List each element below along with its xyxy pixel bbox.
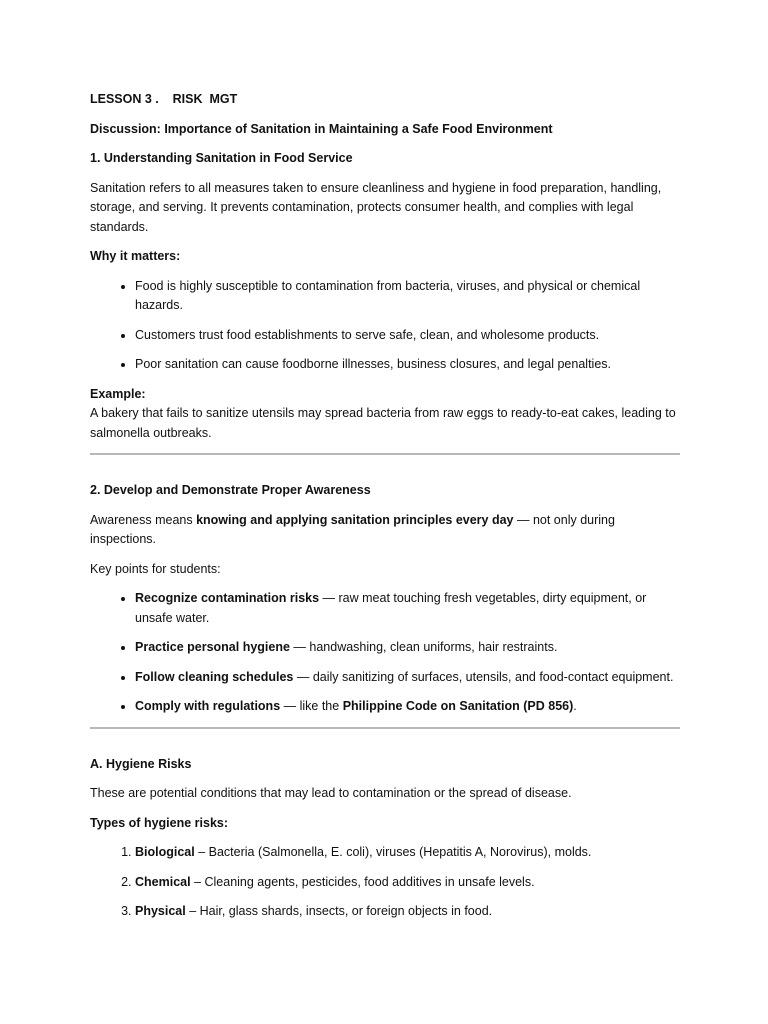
- section2-heading: 2. Develop and Demonstrate Proper Awareness: [90, 483, 371, 497]
- list-item: [135, 589, 680, 628]
- sectionA-heading: A. Hygiene Risks: [90, 756, 192, 771]
- list-item: [135, 697, 680, 717]
- list-item: [135, 668, 680, 688]
- types-label: Types of hygiene risks:: [90, 815, 229, 830]
- point-text: — raw meat touching fresh vegetables, dirty equipment, or unsafe water.: [135, 591, 647, 625]
- example-label: Example:: [90, 386, 146, 401]
- discussion-title: Discussion: Importance of Sanitation in Maintaining a Safe Food Environment: [90, 121, 553, 136]
- awareness-pre: Awareness means: [90, 512, 197, 527]
- point-bold: Recognize contamination risks: [135, 591, 320, 605]
- section1-paragraph: Sanitation refers to all measures taken to ensure cleanliness and hygiene in food preparation, handling, storage, and serving. It prevents contamination, protects consumer health, and complies with legal standards.: [90, 180, 662, 234]
- risk-description: – Hair, glass shards, insects, or foreign objects in food.: [185, 904, 493, 918]
- hygiene-risk-types-list: [90, 843, 680, 922]
- list-item: [135, 873, 680, 893]
- awareness-bold: knowing and applying sanitation principles every day: [196, 512, 514, 527]
- risk-type: Biological: [135, 845, 195, 859]
- list-item: [135, 843, 680, 863]
- list-item: [135, 638, 680, 658]
- point-text: — like the: [280, 699, 343, 713]
- list-item: • Customers trust food establishments to serve safe, clean, and wholesome products.: [135, 326, 680, 346]
- point-end: .: [573, 699, 577, 713]
- why-it-matters-label: Why it matters:: [90, 249, 181, 263]
- why-it-matters-list: [90, 277, 680, 375]
- list-item: • Poor sanitation can cause foodborne illnesses, business closures, and legal penalties.: [135, 355, 680, 375]
- point-bold: Practice personal hygiene: [135, 640, 290, 654]
- risk-type: Chemical: [135, 874, 191, 889]
- awareness-paragraph: [90, 511, 680, 550]
- risk-type: Physical: [135, 904, 186, 918]
- section-divider: [90, 727, 680, 729]
- key-points-list: [90, 589, 680, 717]
- key-points-label: Key points for students:: [90, 561, 221, 576]
- list-item: • Food is highly susceptible to contamination from bacteria, viruses, and physical or chemical hazards.: [135, 277, 680, 316]
- point-text: — handwashing, clean uniforms, hair restraints.: [289, 640, 558, 654]
- section1-heading: 1. Understanding Sanitation in Food Service: [90, 151, 353, 165]
- awareness-post: — not only during inspections.: [90, 512, 615, 546]
- point-bold: Follow cleaning schedules: [135, 669, 294, 684]
- risk-description: – Bacteria (Salmonella, E. coli), viruses (Hepatitis A, Norovirus), molds.: [194, 845, 592, 859]
- lesson-title: LESSON 3 . RISK MGT: [90, 92, 238, 106]
- risk-description: – Cleaning agents, pesticides, food additives in unsafe levels.: [190, 874, 535, 889]
- document-body: [90, 90, 680, 932]
- regulation-name: Philippine Code on Sanitation (PD 856): [342, 699, 574, 713]
- point-text: — daily sanitizing of surfaces, utensils, and food-contact equipment.: [293, 669, 674, 684]
- section-divider: [90, 453, 680, 455]
- list-item: [135, 902, 680, 922]
- sectionA-paragraph: These are potential conditions that may lead to contamination or the spread of disease.: [90, 786, 572, 800]
- example-text: A bakery that fails to sanitize utensils may spread bacteria from raw eggs to ready-to-eat cakes, leading to salmonella outbreaks.: [90, 406, 676, 440]
- point-bold: Comply with regulations: [135, 699, 281, 713]
